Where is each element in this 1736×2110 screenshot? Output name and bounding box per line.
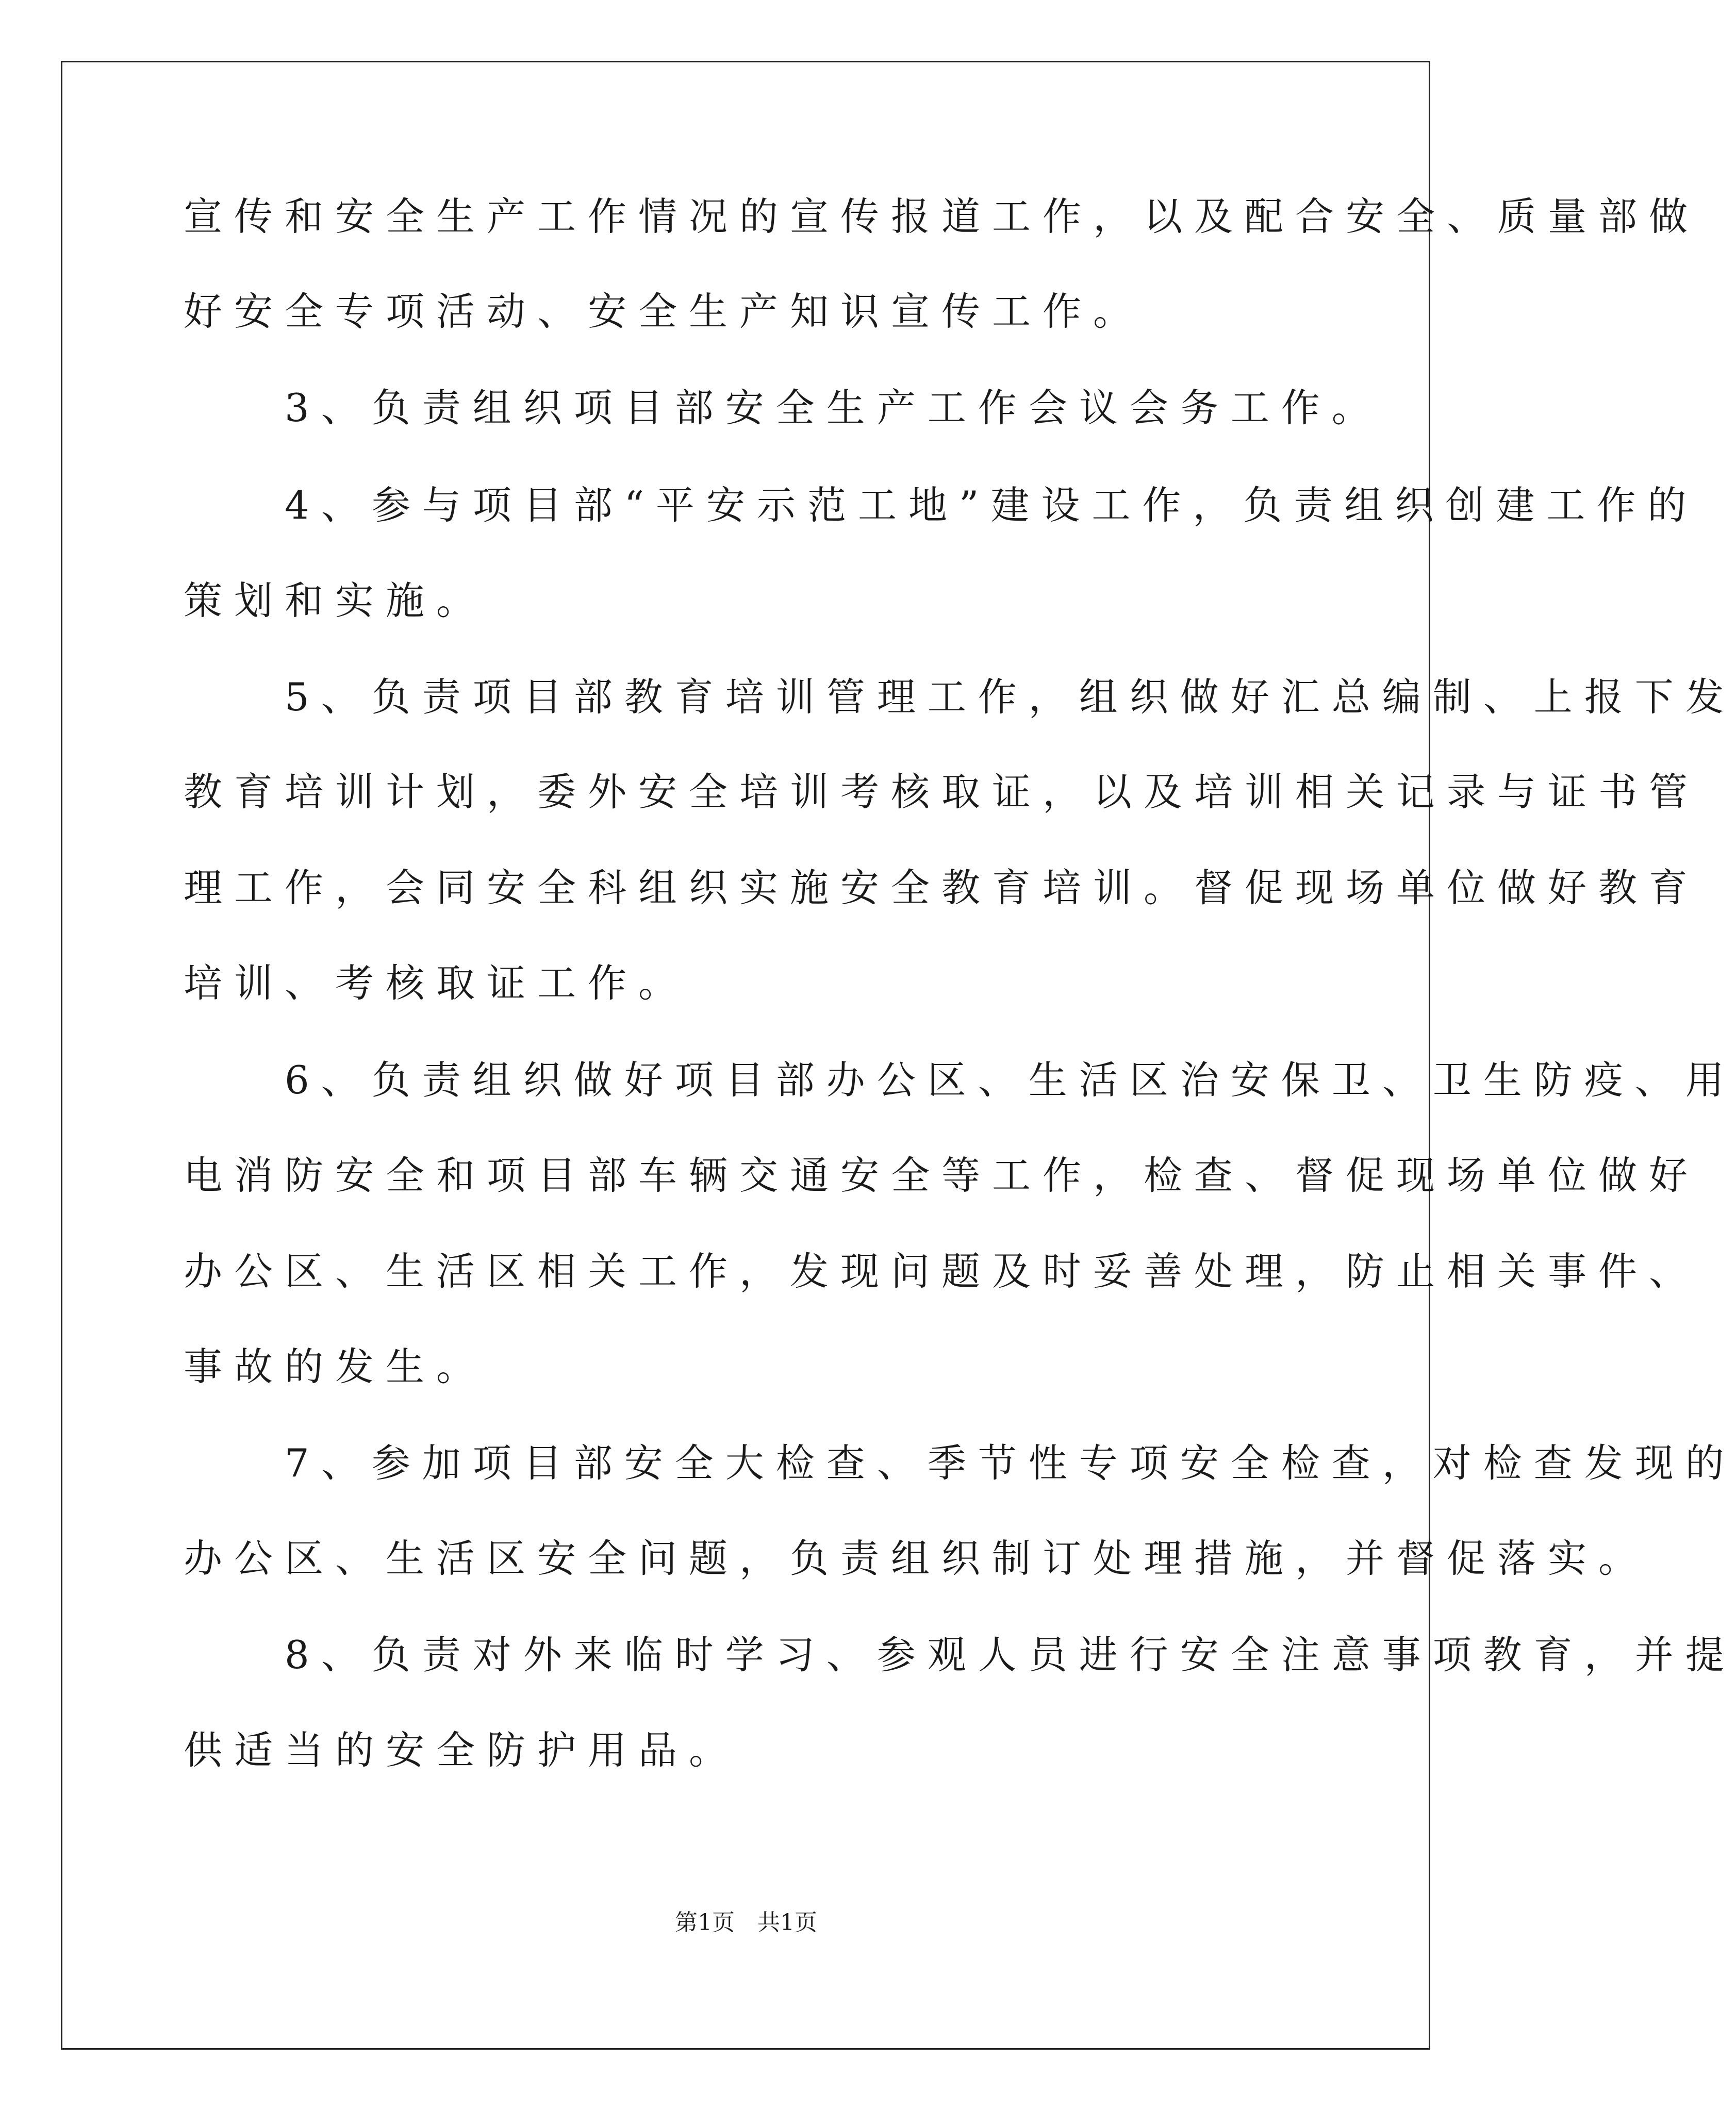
text-line: 3、负责组织项目部安全生产工作会议会务工作。: [184, 385, 1382, 430]
text-line: 4、参与项目部“平安示范工地”建设工作，负责组织创建工作的: [184, 483, 1698, 528]
text-line: 供适当的安全防护用品。: [184, 1727, 740, 1773]
text-line: 电消防安全和项目部车辆交通安全等工作，检查、督促现场单位做好: [184, 1153, 1700, 1198]
text-line: 策划和实施。: [184, 578, 487, 623]
text-line: 好安全专项活动、安全生产知识宣传工作。: [184, 289, 1144, 334]
text-line: 8、负责对外来临时学习、参观人员进行安全注意事项教育，并提: [184, 1632, 1736, 1677]
text-line: 办公区、生活区安全问题，负责组织制订处理措施，并督促落实。: [184, 1536, 1649, 1581]
text-line: 教育培训计划，委外安全培训考核取证，以及培训相关记录与证书管: [184, 769, 1700, 815]
text-line: 7、参加项目部安全大检查、季节性专项安全检查，对检查发现的: [184, 1440, 1736, 1486]
text-line: 事故的发生。: [184, 1344, 487, 1389]
text-line: 理工作，会同安全科组织实施安全教育培训。督促现场单位做好教育: [184, 865, 1700, 910]
text-line: 6、负责组织做好项目部办公区、生活区治安保卫、卫生防疫、用: [184, 1057, 1736, 1103]
text-line: 办公区、生活区相关工作，发现问题及时妥善处理，防止相关事件、: [184, 1249, 1700, 1294]
text-line: 培训、考核取证工作。: [184, 960, 689, 1006]
page-footer: 第1页 共1页: [675, 1909, 817, 1936]
text-line: 5、负责项目部教育培训管理工作，组织做好汇总编制、上报下发: [184, 674, 1736, 720]
text-line: 宣传和安全生产工作情况的宣传报道工作，以及配合安全、质量部做: [184, 194, 1700, 239]
